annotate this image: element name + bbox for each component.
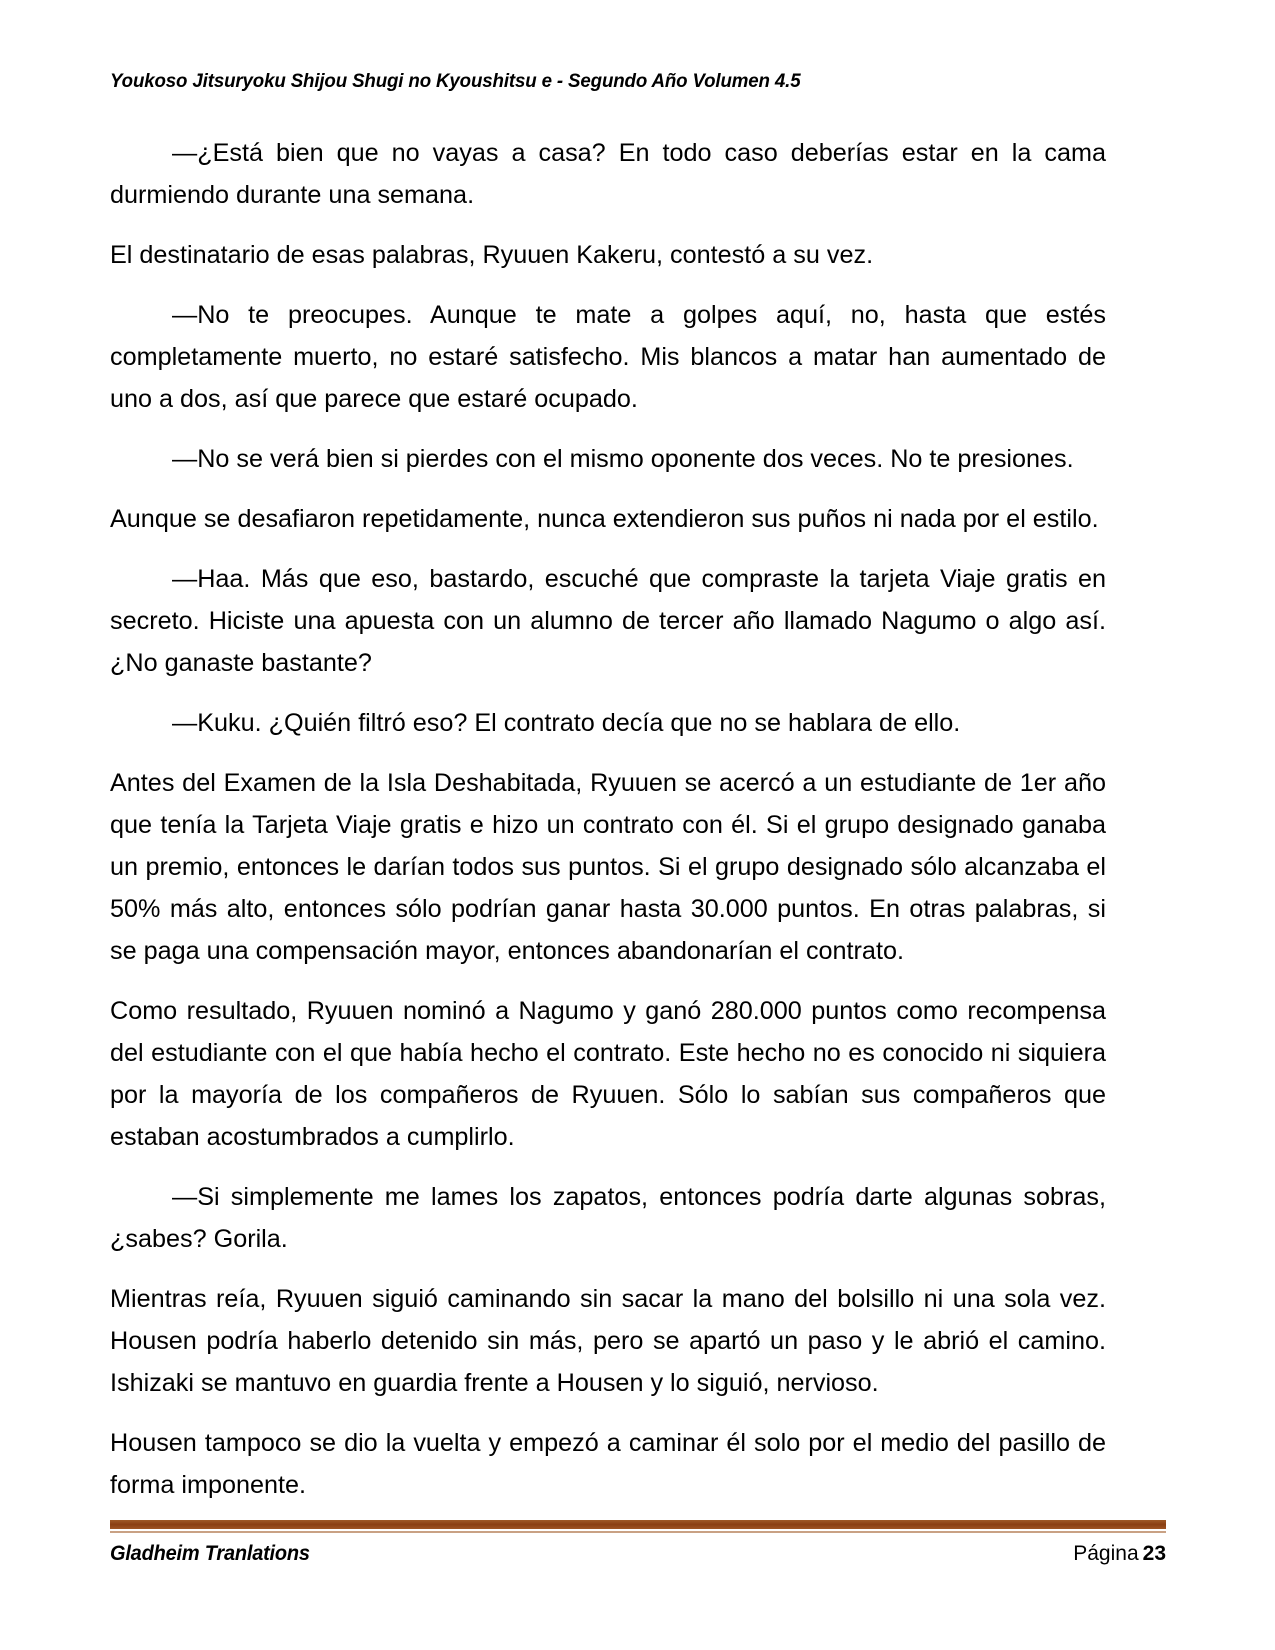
page-number: [1073, 1542, 1166, 1566]
document-body: [110, 132, 1106, 1524]
footer-divider-thick-bar: [110, 1520, 1166, 1529]
body-paragraph: Housen tampoco se dio la vuelta y empezó a caminar él solo por el medio del pasillo de forma imponente.: [110, 1429, 1106, 1499]
footer-row: [110, 1542, 1166, 1566]
header-title: Youkoso Jitsuryoku Shijou Shugi no Kyoushitsu e - Segundo Año Volumen 4.5: [110, 70, 801, 92]
page-footer: [110, 1520, 1166, 1566]
body-paragraph: El destinatario de esas palabras, Ryuuen Kakeru, contestó a su vez.: [110, 241, 874, 269]
body-paragraph: —Haa. Más que eso, bastardo, escuché que compraste la tarjeta Viaje gratis en secreto. Hiciste una apuesta con un alumno de tercer año llamado Nagumo o algo así. ¿No ganaste bastante?: [110, 565, 1106, 677]
footer-divider-thin-line: [110, 1531, 1166, 1533]
footer-brand: Gladheim Tranlations: [110, 1542, 310, 1565]
body-paragraph: Mientras reía, Ryuuen siguió caminando sin sacar la mano del bolsillo ni una sola vez. Housen podría haberlo detenido sin más, pero se apartó un paso y le abrió el camino. Ishizaki se mantuvo en guardia frente a Housen y lo siguió, nervioso.: [110, 1285, 1106, 1397]
body-paragraph: —No se verá bien si pierdes con el mismo oponente dos veces. No te presiones.: [172, 445, 1074, 473]
page-number-value: 23: [1142, 1542, 1166, 1565]
body-paragraph: —¿Está bien que no vayas a casa? En todo caso deberías estar en la cama durmiendo durante una semana.: [110, 139, 1106, 209]
footer-divider: [110, 1520, 1166, 1533]
body-paragraph: —Kuku. ¿Quién filtró eso? El contrato decía que no se hablara de ello.: [172, 709, 961, 737]
body-paragraph: Aunque se desafiaron repetidamente, nunca extendieron sus puños ni nada por el estilo.: [110, 505, 1099, 533]
body-paragraph: —Si simplemente me lames los zapatos, entonces podría darte algunas sobras, ¿sabes? Gorila.: [110, 1183, 1106, 1253]
page-number-label: Página: [1073, 1542, 1139, 1565]
body-paragraph: Antes del Examen de la Isla Deshabitada, Ryuuen se acercó a un estudiante de 1er año que tenía la Tarjeta Viaje gratis e hizo un contrato con él. Si el grupo designado ganaba un premio, entonces le darían todos sus puntos. Si el grupo designado sólo alcanzaba el 50% más alto, entonces sólo podrían ganar hasta 30.000 puntos. En otras palabras, si se paga una compensación mayor, entonces abandonarían el contrato.: [110, 769, 1106, 965]
body-paragraph: —No te preocupes. Aunque te mate a golpes aquí, no, hasta que estés completamente muerto, no estaré satisfecho. Mis blancos a matar han aumentado de uno a dos, así que parece que estaré ocupado.: [110, 301, 1106, 413]
body-paragraph: Como resultado, Ryuuen nominó a Nagumo y ganó 280.000 puntos como recompensa del estudiante con el que había hecho el contrato. Este hecho no es conocido ni siquiera por la mayoría de los compañeros de Ryuuen. Sólo lo sabían sus compañeros que estaban acostumbrados a cumplirlo.: [110, 997, 1106, 1151]
page-header: [110, 70, 1110, 100]
